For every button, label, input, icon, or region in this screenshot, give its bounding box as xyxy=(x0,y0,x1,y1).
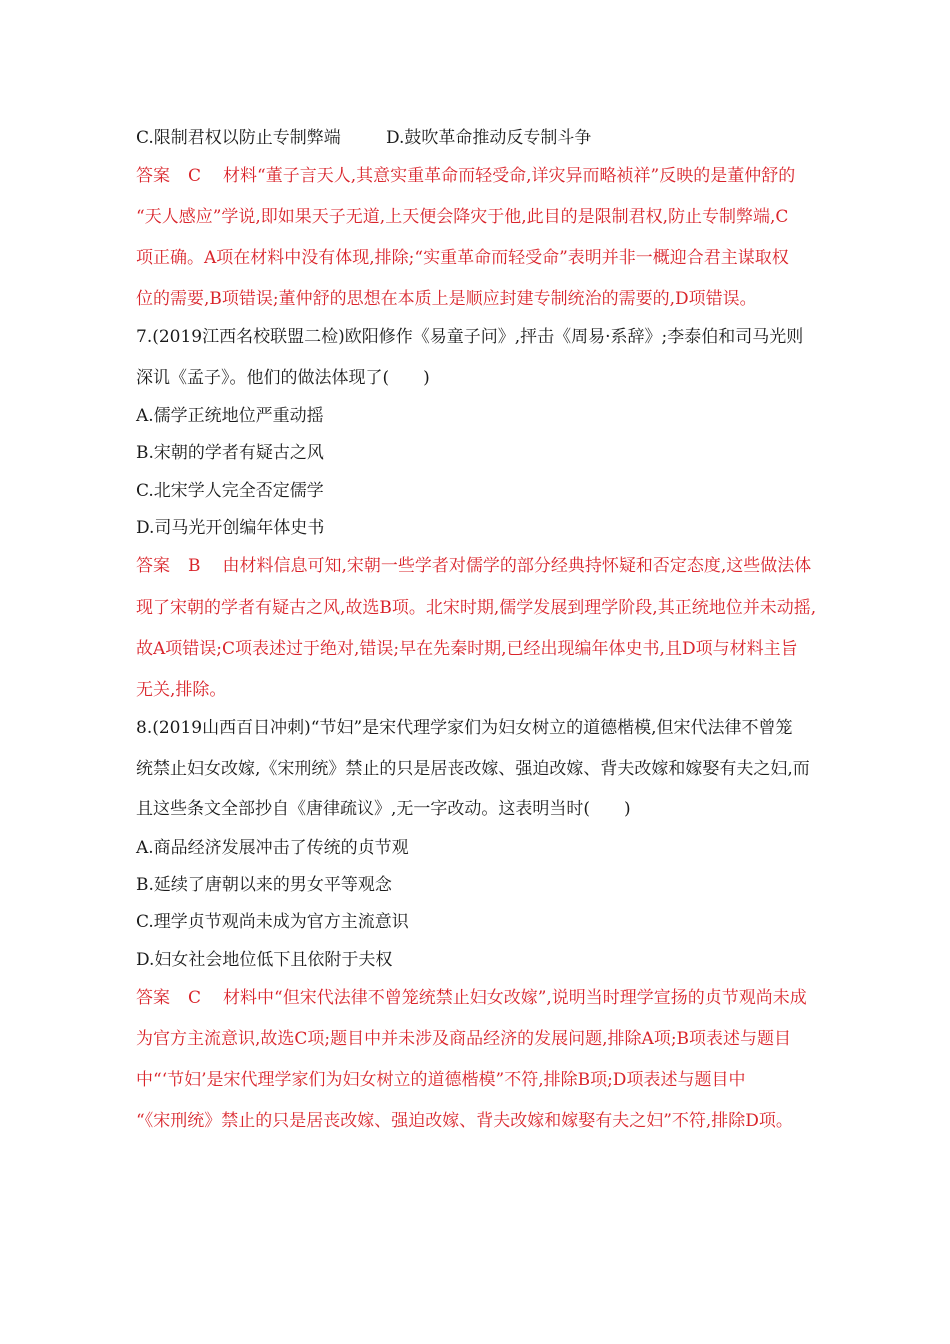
q7-option-c: C.北宋学人完全否定儒学 xyxy=(136,481,324,501)
q7-explanation-1: 由材料信息可知,宋朝一些学者对儒学的部分经典持怀疑和否定态度,这些做法体 xyxy=(222,556,812,576)
q8-explanation-1: 材料中“但宋代法律不曾笼统禁止妇女改嫁”,说明当时理学宣扬的贞节观尚未成 xyxy=(223,988,807,1008)
q7-option-a: A.儒学正统地位严重动摇 xyxy=(136,406,324,426)
q8-option-b: B.延续了唐朝以来的男女平等观念 xyxy=(136,875,392,895)
q7-explanation-2: 现了宋朝的学者有疑古之风,故选B项。北宋时期,儒学发展到理学阶段,其正统地位并未动摇, xyxy=(136,598,817,618)
q8-option-d: D.妇女社会地位低下且依附于夫权 xyxy=(136,950,393,970)
q7-explanation-4: 无关,排除。 xyxy=(136,680,227,700)
q8-option-c: C.理学贞节观尚未成为官方主流意识 xyxy=(136,912,409,932)
q6-option-c: C.限制君权以防止专制弊端 xyxy=(136,128,341,148)
q7-answer-letter: B xyxy=(188,556,201,576)
q7-option-b: B.宋朝的学者有疑古之风 xyxy=(136,443,324,463)
q8-option-a: A.商品经济发展冲击了传统的贞节观 xyxy=(136,838,409,858)
q8-explanation-2: 为官方主流意识,故选C项;题目中并未涉及商品经济的发展问题,排除A项;B项表述与题目 xyxy=(136,1029,792,1049)
q8-answer-letter: C xyxy=(188,988,202,1008)
q6-explanation-3: 项正确。A项在材料中没有体现,排除;“实重革命而轻受命”表明并非一概迎合君主谋取权 xyxy=(136,248,789,268)
q7-option-d: D.司马光开创编年体史书 xyxy=(136,518,325,538)
q7-explanation-3: 故A项错误;C项表述过于绝对,错误;早在先秦时期,已经出现编年体史书,且D项与材料主旨 xyxy=(136,639,798,659)
q7-stem-1: 7.(2019江西名校联盟二检)欧阳修作《易童子问》,抨击《周易·系辞》;李泰伯和司马光则 xyxy=(136,327,804,347)
q8-explanation-4: “《宋刑统》禁止的只是居丧改嫁、强迫改嫁、背夫改嫁和嫁娶有夫之妇”不符,排除D项。 xyxy=(136,1111,793,1131)
q8-answer-line-1 xyxy=(136,986,807,1010)
q7-answer-line-1 xyxy=(136,554,811,578)
q6-explanation-4: 位的需要,B项错误;董仲舒的思想在本质上是顺应封建专制统治的需要的,D项错误。 xyxy=(136,289,757,309)
q6-options-row xyxy=(136,126,592,150)
q8-stem-1: 8.(2019山西百日冲刺)“节妇”是宋代理学家们为妇女树立的道德楷模,但宋代法律不曾笼 xyxy=(136,718,793,738)
q8-explanation-3: 中“‘节妇’是宋代理学家们为妇女树立的道德楷模”不符,排除B项;D项表述与题目中 xyxy=(136,1070,746,1090)
q6-explanation-1: 材料“董子言天人,其意实重革命而轻受命,详灾异而略祯祥”反映的是董仲舒的 xyxy=(223,166,796,186)
q6-explanation-2: “天人感应”学说,即如果天子无道,上天便会降灾于他,此目的是限制君权,防止专制弊端,C xyxy=(136,207,789,227)
q7-answer-label: 答案 xyxy=(136,556,170,576)
q8-stem-3: 且这些条文全部抄自《唐律疏议》,无一字改动。这表明当时( ) xyxy=(136,799,631,819)
q6-answer-label: 答案 xyxy=(136,166,170,186)
q7-stem-2: 深讥《孟子》。他们的做法体现了( ) xyxy=(136,368,430,388)
q8-stem-2: 统禁止妇女改嫁,《宋刑统》禁止的只是居丧改嫁、强迫改嫁、背夫改嫁和嫁娶有夫之妇,而 xyxy=(136,759,810,779)
q6-answer-line-1 xyxy=(136,164,795,188)
q6-answer-letter: C xyxy=(188,166,202,186)
q8-answer-label: 答案 xyxy=(136,988,170,1008)
q6-option-d: D.鼓吹革命推动反专制斗争 xyxy=(386,128,592,148)
